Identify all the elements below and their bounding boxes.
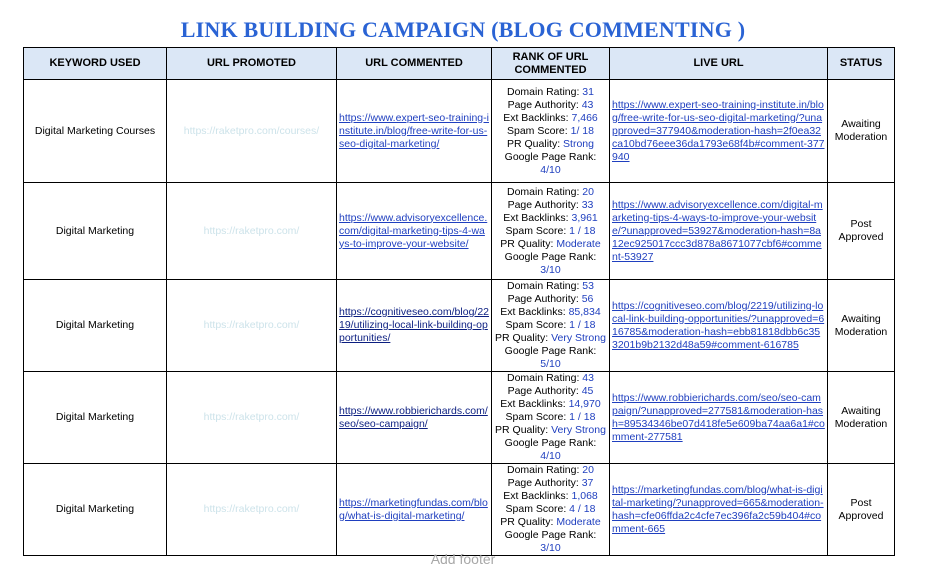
url-commented-link[interactable]: https://www.advisoryexcellence.com/digital-marketing-tips-4-ways-to-improve-your-website/ [339,211,488,250]
rank-label: Spam Score: [505,411,570,423]
spam-score-value: 1/ 18 [570,124,594,137]
keyword-cell: Digital Marketing [24,464,167,556]
header-keyword: KEYWORD USED [24,48,167,80]
rank-cell [492,80,610,183]
rank-label: Page Authority: [507,385,582,397]
spam-score-value: 1 / 18 [569,319,596,331]
keyword-cell: Digital Marketing [24,372,167,464]
rank-cell [492,280,610,372]
google-page-rank-value: 4/10 [540,450,561,462]
status-cell: Post Approved [828,464,895,556]
header-url-promoted: URL PROMOTED [167,48,337,80]
rank-label: Domain Rating: [507,464,583,476]
rank-label: Domain Rating: [507,372,583,384]
rank-label: Google Page Rank: [504,150,597,163]
url-promoted-link[interactable]: https://raketpro.com/ [167,372,337,464]
keyword-cell: Digital Marketing [24,183,167,280]
ext-backlinks-value: 85,834 [568,306,601,318]
rank-label: Google Page Rank: [504,529,597,541]
ext-backlinks-value: 3,961 [571,211,598,224]
table-row [24,280,895,372]
domain-rating-value: 20 [582,464,594,476]
domain-rating-value: 43 [582,372,594,384]
rank-label: PR Quality: [500,516,557,528]
status-cell: Awaiting Moderation [828,280,895,372]
spam-score-value: 4 / 18 [569,503,596,515]
rank-label: Page Authority: [507,293,582,305]
url-commented-link[interactable]: https://marketingfundas.com/blog/what-is-digital-marketing/ [339,496,488,522]
live-url-link[interactable]: https://www.expert-seo-training-institute.in/blog/free-write-for-us-seo-digital-marketing/?unapproved=377940&moderation-hash=2f0ea32ca10bd76eee36da1793e68f4b#comment-377940 [612,98,825,163]
google-page-rank-value: 4/10 [540,163,561,176]
pr-quality-value: Moderate [556,237,601,250]
url-promoted-link[interactable]: https://raketpro.com/ [167,280,337,372]
table-row [24,183,895,280]
rank-label: Page Authority: [507,477,582,489]
header-url-commented: URL COMMENTED [337,48,492,80]
ext-backlinks-value: 14,970 [568,398,601,410]
url-promoted-link[interactable]: https://raketpro.com/courses/ [167,80,337,183]
rank-cell [492,372,610,464]
rank-label: Domain Rating: [507,85,583,98]
status-cell: Post Approved [828,183,895,280]
rank-label: PR Quality: [500,237,557,250]
pr-quality-value: Very Strong [551,332,606,344]
table-row [24,372,895,464]
table-row [24,80,895,183]
status-cell: Awaiting Moderation [828,80,895,183]
keyword-cell: Digital Marketing Courses [24,80,167,183]
rank-label: Page Authority: [507,198,582,211]
rank-label: Google Page Rank: [504,345,597,357]
rank-label: Spam Score: [507,124,571,137]
page-authority-value: 37 [581,477,594,489]
url-promoted-link[interactable]: https://raketpro.com/ [167,183,337,280]
rank-cell [492,183,610,280]
rank-label: Spam Score: [505,503,570,515]
pr-quality-value: Strong [563,137,594,150]
live-url-link[interactable]: https://marketingfundas.com/blog/what-is-digital-marketing/?unapproved=665&moderation-hash=cfe06ffda2c4cfe7ec396fa2c59b404#comment-665 [612,483,824,535]
table-row [24,464,895,556]
header-row [24,48,895,80]
rank-cell [492,464,610,556]
domain-rating-value: 31 [582,85,594,98]
spam-score-value: 1 / 18 [569,411,596,423]
rank-label: Domain Rating: [507,185,583,198]
rank-label: Page Authority: [507,98,582,111]
page-authority-value: 45 [581,385,594,397]
url-commented-link[interactable]: https://www.expert-seo-training-institute.in/blog/free-write-for-us-seo-digital-marketing/ [339,111,489,150]
rank-label: Spam Score: [505,319,570,331]
google-page-rank-value: 3/10 [540,263,561,276]
status-cell: Awaiting Moderation [828,372,895,464]
pr-quality-value: Very Strong [551,424,606,436]
domain-rating-value: 53 [582,280,594,292]
header-status: STATUS [828,48,895,80]
google-page-rank-value: 3/10 [540,542,561,554]
ext-backlinks-value: 1,068 [571,490,598,502]
page-title: LINK BUILDING CAMPAIGN (BLOG COMMENTING ) [180,17,746,42]
url-commented-link[interactable]: https://www.robbierichards.com/seo/seo-campaign/ [339,404,488,430]
rank-label: Ext Backlinks: [503,211,572,224]
rank-label: Ext Backlinks: [503,490,572,502]
ext-backlinks-value: 7,466 [571,111,598,124]
google-page-rank-value: 5/10 [540,358,561,370]
live-url-link[interactable]: https://www.advisoryexcellence.com/digital-marketing-tips-4-ways-to-improve-your-website/?unapproved=53927&moderation-hash=8a12ec925017ccc3d878a8671077cbf6#comment-53927 [612,198,823,263]
rank-label: PR Quality: [507,137,564,150]
rank-label: PR Quality: [495,424,552,436]
add-footer-placeholder[interactable]: Add footer [430,551,496,567]
url-promoted-link[interactable]: https://raketpro.com/ [167,464,337,556]
rank-label: Ext Backlinks: [500,306,569,318]
url-commented-link[interactable]: https://cognitiveseo.com/blog/2219/utilizing-local-link-building-opportunities/ [339,306,490,344]
rank-label: Google Page Rank: [504,250,597,263]
page-authority-value: 56 [581,293,594,305]
header-rank: RANK OF URL COMMENTED [492,48,610,80]
domain-rating-value: 20 [582,185,594,198]
rank-label: Domain Rating: [507,280,583,292]
keyword-cell: Digital Marketing [24,280,167,372]
rank-label: Ext Backlinks: [503,111,572,124]
rank-label: Spam Score: [505,224,570,237]
live-url-link[interactable]: https://cognitiveseo.com/blog/2219/utilizing-local-link-building-opportunities/?unapproved=616785&moderation-hash=ebb81818dbb6c353201b9b2132d48a59#comment-616785 [612,299,825,351]
page-authority-value: 33 [581,198,594,211]
page-authority-value: 43 [581,98,594,111]
pr-quality-value: Moderate [556,516,601,528]
live-url-link[interactable]: https://www.robbierichards.com/seo/seo-campaign/?unapproved=277581&moderation-hash=89534346be07d418fe5e609ba74aa6a1#comment-277581 [612,391,825,443]
rank-label: Google Page Rank: [504,437,597,449]
rank-label: Ext Backlinks: [500,398,569,410]
rank-label: PR Quality: [495,332,552,344]
header-live-url: LIVE URL [610,48,828,80]
campaign-table [23,47,895,556]
spam-score-value: 1 / 18 [569,224,596,237]
